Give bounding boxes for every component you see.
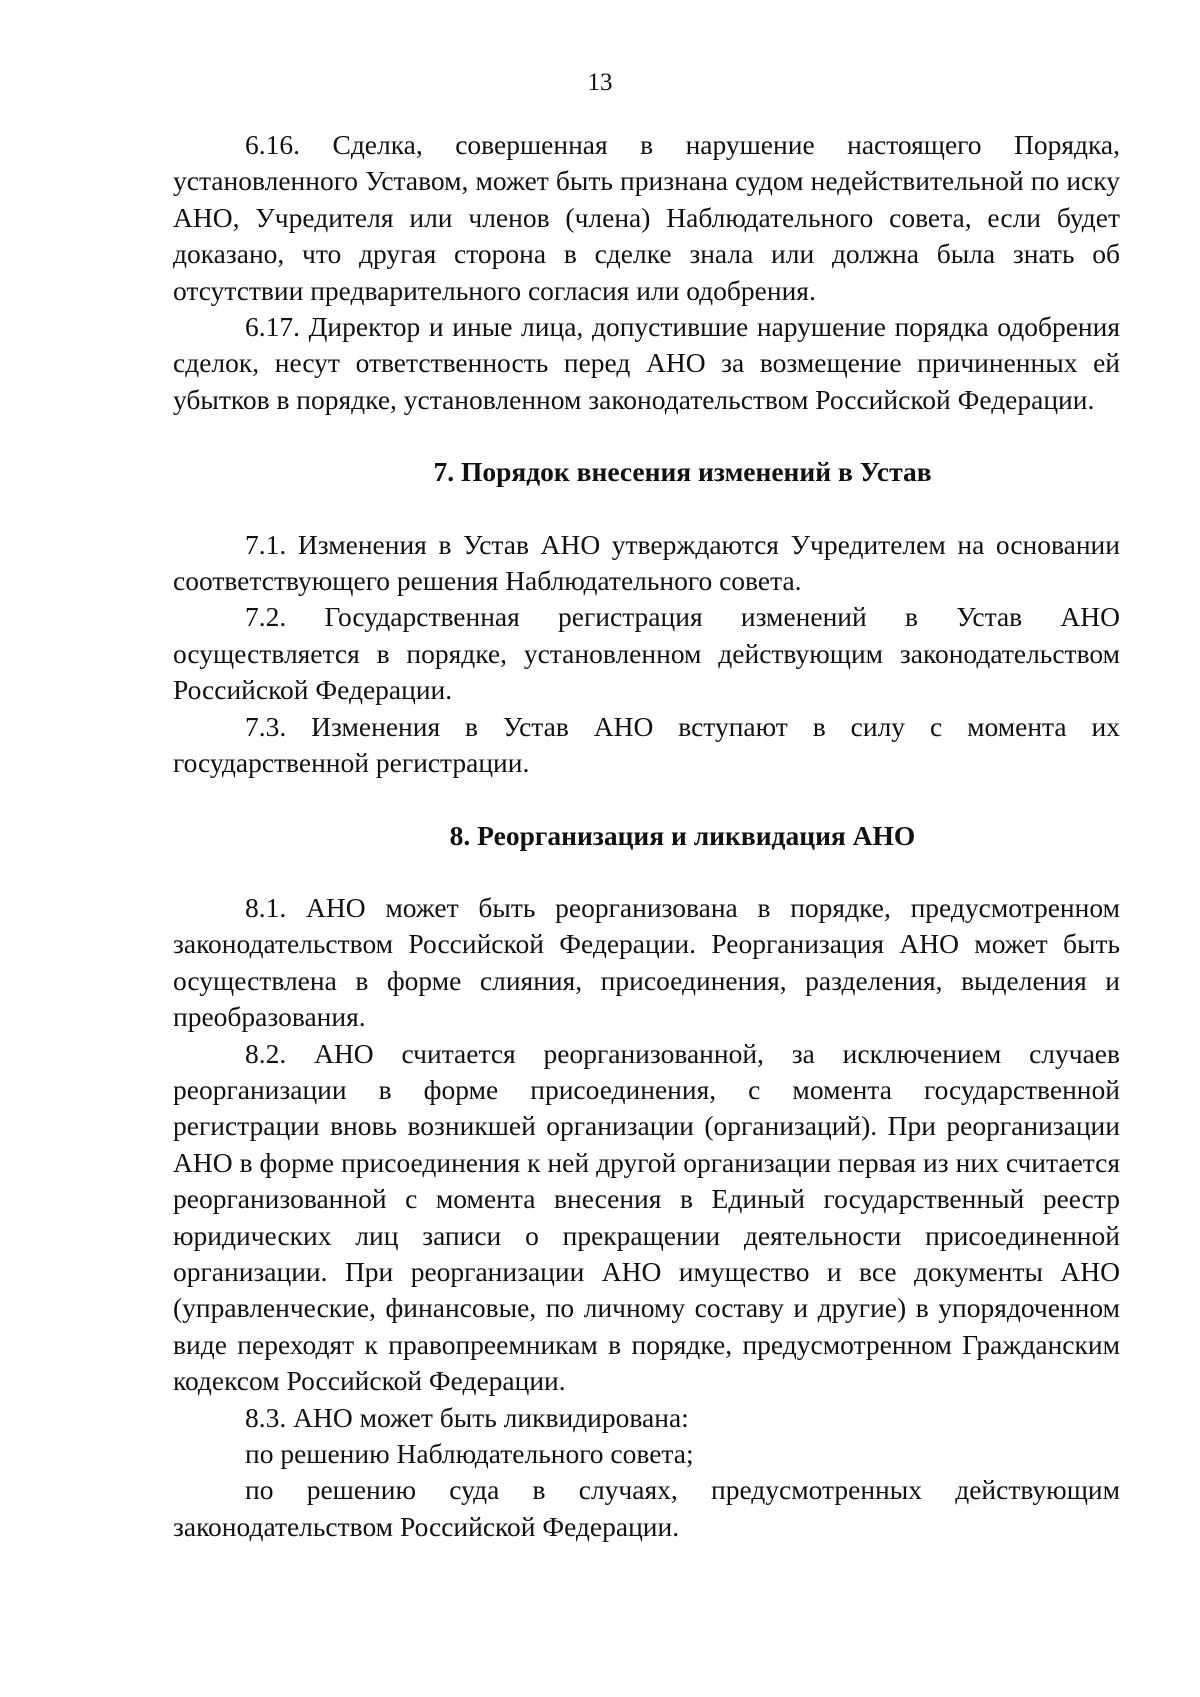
clause-7-2: 7.2. Государственная регистрация изменений в Устав АНО осуществляется в порядке, установленном действующим законодательством Российской Федерации. <box>173 601 1120 706</box>
clause-6-17: 6.17. Директор и иные лица, допустившие нарушение порядка одобрения сделок, несут ответственность перед АНО за возмещение причиненных ей убытков в порядке, установленном законодательством Российской Федерации. <box>173 311 1120 415</box>
clause-6-16: 6.16. Сделка, совершенная в нарушение настоящего Порядка, установленного Уставом, может быть признана судом недействительной по иску АНО, Учредителя или членов (члена) Наблюдательного совета, если будет доказано, что другая сторона в сделке знала или должна была знать об отсутствии предварительного согласия или одобрения. <box>173 129 1120 306</box>
clause-8-3-item-council: по решению Наблюдательного совета; <box>245 1438 694 1469</box>
clause-8-3-item-court: по решению суда в случаях, предусмотренных действующим законодательством Российской Федерации. <box>173 1474 1120 1542</box>
clause-7-1: 7.1. Изменения в Устав АНО утверждаются Учредителем на основании соответствующего решения Наблюдательного совета. <box>173 528 1120 597</box>
document-body <box>173 127 1120 1545</box>
section-8-heading: 8. Реорганизация и ликвидация АНО <box>449 819 916 851</box>
page-number: 13 <box>587 69 613 96</box>
clause-8-2: 8.2. АНО считается реорганизованной, за исключением случаев реорганизации в форме присоединения, с момента государственной регистрации вновь возникшей организации (организаций). При реорганизации АНО в форме присоединения к ней другой организации первая из них считается реорганизованной с момента внесения в Единый государственный реестр юридических лиц записи о прекращении деятельности присоединенной организации. При реорганизации АНО имущество и все документы АНО (управленческие, финансовые, по личному составу и другие) в упорядоченном виде переходят к правопреемникам в порядке, предусмотренном Гражданским кодексом Российской Федерации. <box>173 1037 1120 1397</box>
clause-8-1: 8.1. АНО может быть реорганизована в порядке, предусмотренном законодательством Российской Федерации. Реорганизация АНО может быть осуществлена в форме слияния, присоединения, разделения, выделения и преобразования. <box>173 891 1120 1033</box>
clause-8-3: 8.3. АНО может быть ликвидирована: <box>245 1401 689 1433</box>
clause-7-3: 7.3. Изменения в Устав АНО вступают в силу с момента их государственной регистрации. <box>173 710 1120 779</box>
section-7-heading: 7. Порядок внесения изменений в Устав <box>433 456 932 488</box>
